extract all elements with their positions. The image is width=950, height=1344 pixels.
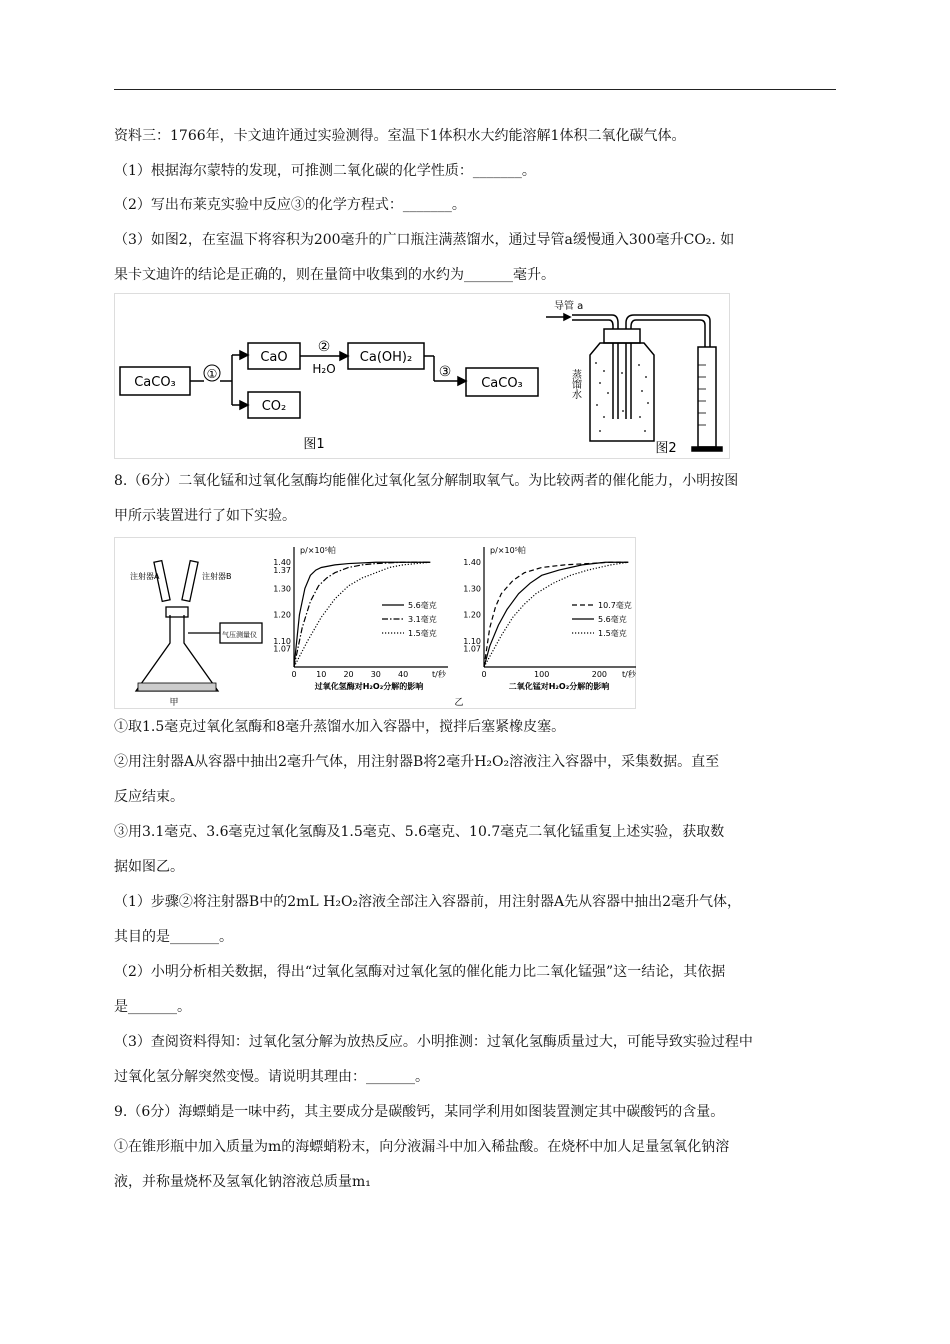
y-tick-label: 1.30: [273, 584, 291, 594]
text-line: 资料三：1766年，卡文迪许通过实验测得。室温下1体积水大约能溶解1体积二氧化碳气体。: [114, 128, 686, 144]
y-tick-label: 1.10: [463, 636, 481, 646]
legend-label: 3.1毫克: [408, 615, 437, 624]
label-step1: ①: [206, 367, 218, 381]
apparatus-caption: 甲: [169, 698, 179, 708]
chart-title: 过氧化氢酶对H₂O₂分解的影响: [314, 682, 424, 691]
label-caco3-left: CaCO₃: [134, 375, 176, 390]
y-tick-label: 1.40: [463, 558, 481, 568]
y-tick-label: 1.37: [273, 566, 291, 576]
y-tick-label: 1.07: [273, 644, 291, 654]
figure-1-2: [114, 293, 730, 459]
text-line: 其目的是_______。: [114, 929, 233, 945]
text-line: （2）写出布莱克实验中反应③的化学方程式：_______。: [114, 197, 466, 213]
label-syringe-b: 注射器B: [202, 572, 232, 581]
chart-caption: 乙: [454, 698, 464, 708]
text-line: ①在锥形瓶中加入质量为m的海螵蛸粉末，向分液漏斗中加入稀盐酸。在烧杯中加人足量氢氧化钠溶: [114, 1139, 730, 1155]
header-rule: [114, 89, 836, 90]
text-line: 液，并称量烧杯及氢氧化钠溶液总质量m₁: [114, 1174, 371, 1190]
x-axis-label: t/秒: [622, 670, 636, 679]
label-caoh2: Ca(OH)₂: [359, 350, 413, 365]
text-line: 8.（6分）二氧化锰和过氧化氢酶均能催化过氧化氢分解制取氧气。为比较两者的催化能力，小明按图: [114, 473, 739, 489]
legend-label: 5.6毫克: [408, 601, 437, 610]
x-tick-label: 200: [591, 670, 608, 679]
label-syringe-a: 注射器A: [130, 572, 160, 581]
text-line: 9.（6分）海螵蛸是一味中药，其主要成分是碳酸钙，某同学利用如图装置测定其中碳酸钙的含量。: [114, 1104, 725, 1120]
legend-label: 10.7毫克: [598, 601, 632, 610]
text-line: ①取1.5毫克过氧化氢酶和8毫升蒸馏水加入容器中，搅拌后塞紧橡皮塞。: [114, 719, 566, 735]
text-line: 果卡文迪许的结论是正确的，则在量筒中收集到的水约为_______毫升。: [114, 267, 555, 283]
text-line: ③用3.1毫克、3.6毫克过氧化氢酶及1.5毫克、5.6毫克、10.7毫克二氧化锰重复上述实验，获取数: [114, 824, 725, 840]
text-line: （3）如图2，在室温下将容积为200毫升的广口瓶注满蒸馏水，通过导管a缓慢通入300毫升CO₂. 如: [114, 232, 735, 248]
chart-title: 二氧化锰对H₂O₂分解的影响: [508, 682, 610, 691]
y-axis-label: p/×10⁵帕: [300, 546, 336, 555]
y-tick-label: 1.40: [273, 558, 291, 568]
text-line: 甲所示装置进行了如下实验。: [114, 508, 296, 524]
x-tick-label: 0: [481, 670, 487, 679]
y-tick-label: 1.07: [463, 644, 481, 654]
text-line: 据如图乙。: [114, 859, 184, 875]
legend-label: 5.6毫克: [598, 615, 627, 624]
figure-1-caption: 图1: [303, 437, 325, 452]
label-distilled-water: 蒸馏水: [569, 369, 581, 399]
x-axis-label: t/秒: [432, 670, 446, 679]
x-tick-label: 10: [316, 670, 327, 679]
y-tick-label: 1.10: [273, 636, 291, 646]
label-step2: ②: [317, 339, 331, 355]
text-line: 是_______。: [114, 999, 191, 1015]
label-tube-a: 导管 a: [554, 301, 584, 312]
label-h2o: H₂O: [312, 362, 336, 376]
label-step3: ③: [438, 364, 452, 380]
y-tick-label: 1.20: [273, 610, 291, 620]
legend-label: 1.5毫克: [598, 629, 627, 638]
figure-2-caption: 图2: [655, 441, 677, 456]
text-line: 过氧化氢分解突然变慢。请说明其理由：_______。: [114, 1069, 429, 1085]
text-line: （3）查阅资料得知：过氧化氢分解为放热反应。小明推测：过氧化氢酶质量过大，可能导致实验过程中: [114, 1034, 753, 1050]
text-line: （2）小明分析相关数据，得出“过氧化氢酶对过氧化氢的催化能力比二氧化锰强”这一结论，其依据: [114, 964, 726, 980]
y-axis-label: p/×10⁵帕: [490, 546, 526, 555]
label-gauge: 气压测量仪: [222, 631, 257, 639]
text-line: （1）根据海尔蒙特的发现，可推测二氧化碳的化学性质：_______。: [114, 163, 536, 179]
label-cao: CaO: [260, 350, 288, 365]
x-tick-label: 100: [534, 670, 550, 679]
x-tick-label: 20: [343, 670, 354, 679]
y-tick-label: 1.20: [463, 610, 481, 620]
y-tick-label: 1.30: [463, 584, 481, 594]
text-line: ②用注射器A从容器中抽出2毫升气体，用注射器B将2毫升H₂O₂溶液注入容器中，采集数据。直至: [114, 754, 720, 770]
figure-experiment: [114, 537, 636, 709]
label-caco3-right: CaCO₃: [481, 376, 523, 391]
label-co2: CO₂: [261, 399, 287, 414]
text-line: （1）步骤②将注射器B中的2mL H₂O₂溶液全部注入容器前，用注射器A先从容器中抽出2毫升气体，: [114, 894, 742, 910]
legend-label: 1.5毫克: [408, 629, 437, 638]
x-tick-label: 30: [370, 670, 381, 679]
x-tick-label: 40: [397, 670, 409, 679]
text-line: 反应结束。: [114, 789, 184, 805]
x-tick-label: 0: [291, 670, 297, 679]
